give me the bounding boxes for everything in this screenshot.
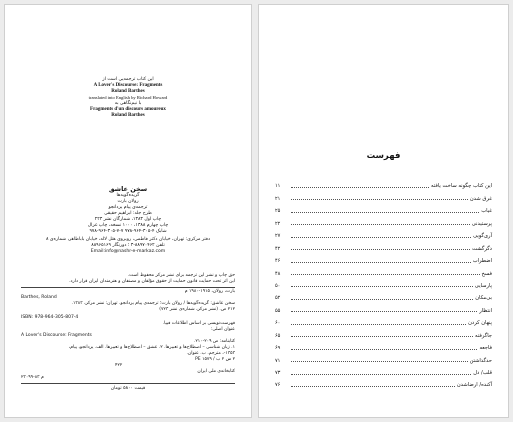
toc-leader-dots [291,386,455,387]
law-note: این اثر تحت حمایت قانون حمایت از حقوق مؤلفان و مصنفان و هنرمندان ایران قرار دارد. [69,279,235,284]
toc-entry-page: ۶۹ [275,345,281,352]
toc-entry [275,239,492,251]
copyright-page [4,4,252,418]
toc-leader-dots [291,349,477,350]
toc-entry [275,214,492,226]
translator-fa: ترجمه‌ی پیام یزدانجو [108,205,148,210]
toc-entry-title: فاجعه [479,345,492,352]
toc-entry [275,227,492,239]
toc-leader-dots [291,249,470,250]
catalog-isbn: ISBN: 978-964-305-807-4 [21,315,79,320]
contents-page [258,4,509,418]
catalog-line: م ۸۳-۲۳۰۹۹ [21,375,44,380]
publisher-phone: تلفن ۸۸۹۷۰۴۶۲-۳ ؛ دورنگار ۸۸۹۶۵۱۶۹ [91,243,165,248]
toc-entry-page: ۵۰ [275,282,281,289]
publisher-address: دفتر مرکزی: تهران، خیابان دکتر فاطمی، روبروی هتل لاله، خیابان باباطاهر، شماره‌ی ۸ [45,237,211,242]
catalog-line: کتابنامه: ص ۲۰۹-۲۱۰. [193,339,235,344]
divider [21,383,235,384]
toc-entry-title: پارسایی [474,282,492,289]
toc-entry-title: اضطراب [472,258,492,265]
toc-entry-title: آکنده/ ارضاشدن [456,382,492,389]
toc-leader-dots [291,237,471,238]
original-title: A Lover's Discourse: Fragments [93,83,163,88]
toc-leader-dots [291,324,466,325]
toc-entry-page: ۴۸ [275,270,281,277]
toc-leader-dots [291,361,468,362]
toc-entry [275,351,492,363]
toc-entry-page: ۷۳ [275,370,281,376]
toc-entry-title: بی‌مکان [475,295,492,302]
toc-leader-dots [291,374,471,375]
french-title: Fragments d'un discours amoureux [90,107,166,112]
toc-entry [275,376,492,388]
catalog-line: بارت، رولان، ۱۹۱۵-۱۹۸۰ م [184,289,235,294]
toc-leader-dots [291,336,473,337]
toc-leader-dots [291,224,470,225]
toc-leader-dots [291,187,429,188]
toc-entry-page: ۶۰ [275,320,281,327]
first-print: چاپ اول ۱۳۸۳، شمارگان نشر ۲۲۳ [94,217,162,222]
toc-entry [275,364,492,376]
toc-entry-title: قلب/ دل [473,370,492,376]
toc-entry [275,314,492,326]
toc-entry [275,252,492,264]
toc-entry-page: ۵۵ [275,307,281,314]
toc-entry [275,339,492,351]
toc-entry-title: فسخ [481,270,492,277]
french-author: Roland Barthes [111,113,145,118]
catalog-line: A Lover's Discourse: Fragments [21,333,92,338]
toc-entry-page: ۲۵ [275,208,281,215]
toc-entry [275,326,492,338]
catalog-line: ۱۳۵۳-، مترجم. ب. عنوان. [186,351,235,356]
toc-leader-dots [291,199,468,200]
catalog-line: فهرست‌نویسی بر اساس اطلاعات فیپا. [162,321,235,326]
original-author: Roland Barthes [111,89,145,94]
toc-entry [275,264,492,276]
toc-entry-page: ۷۶ [275,382,281,389]
toc-entry [275,177,492,189]
toc-entry-page: ۲۲ [275,220,281,227]
toc-entry [275,301,492,313]
toc-entry-page: ۷۱ [275,357,281,364]
toc-leader-dots [291,311,477,312]
cover-designer: طرح جلد: ابراهیم حقیقی [104,211,152,216]
toc-leader-dots [291,274,480,275]
catalog-line: عنوان اصلی: [210,327,235,332]
catalog-line: ۴۲۲ [115,363,123,368]
toc-entry [275,189,492,201]
series-note: این کتاب ترجمه‌یی است از [102,77,154,82]
divider [21,287,235,288]
price: قیمت ۵۸۰۰ تومان [110,386,146,391]
book-subtitle: گزیده‌گویه‌ها [116,193,140,198]
catalog-line: ۱. زبان شناسی – اصطلاح‌ها و تعبیرها. ۲. عشق – اصطلاح‌ها و تعبیرها. الف. یزدانجو، پیام، [68,345,235,350]
toc-entry-title: غیاب [481,208,492,215]
toc-entry-title: انتظار [479,307,492,314]
toc-entry-title: حدگذاشتن [469,357,492,364]
translator-line: translated into English by Richard Howard [88,95,168,100]
catalog-line: سخن عاشق: گزیده‌گویه‌ها / رولان بارت؛ ترجمه‌ی پیام یزدانجو. تهران: نشر مرکز، ۱۳۸۳. [71,301,235,306]
toc-entry-page: ۱۱ [275,183,281,190]
toc-entry-title: جاگرفته [475,332,492,339]
toc-entry-page: ۲۷ [275,233,281,240]
toc-entry [275,202,492,214]
author-fa: رولان بارت [117,199,139,204]
toc-leader-dots [291,212,479,213]
toc-entry-title: پرستیدنی [471,220,492,227]
toc-entry-page: ۲۱ [275,195,281,202]
toc-entry-page: ۴۶ [275,258,281,265]
also-from: با نیم‌نگاهی به [114,101,142,106]
toc-leader-dots [291,286,473,287]
toc-entry [275,277,492,289]
toc-title: فهرست [366,151,401,161]
toc-entry-title: پنهان کردن [468,320,492,327]
toc-leader-dots [291,262,471,263]
toc-leader-dots [291,299,473,300]
catalog-line: کتابخانه‌ی ملی ایران [197,369,235,374]
fourth-print: چاپ چهارم ۱۳۸۸، ۱۰۰۰ نسخه، چاپ غزال [87,223,169,228]
toc-entry [275,289,492,301]
toc-list [275,177,492,388]
publisher-email: Email:info@nashr-e-markaz.com [90,249,166,254]
toc-entry-page: ۴۲ [275,245,281,252]
toc-entry-title: آری‌گویی [473,233,492,240]
toc-entry-title: دگرگشت [472,245,492,252]
toc-entry-page: ۶۵ [275,332,281,339]
toc-entry-title: غرق شدن [469,195,492,202]
rights-note: حق چاپ و نشر این ترجمه برای نشر مرکز محفوظ است. [127,273,235,278]
catalog-line: ۲۱۲ ص. (نشر مرکز، شماره‌ی نشر ۷۲۳) [159,307,235,312]
catalog-line: Barthes, Roland [21,295,57,300]
book-title: سخن عاشق [108,185,148,193]
catalog-line: ۲ س ۲ ب / PE ۱۵۷۹ [195,357,235,362]
isbn-fa: شابک ۴-۳۰۵-۹۶۴-۹۷۸ ۷-۷-۳۰۵-۹۶۴-۹۷۸ [89,229,167,234]
toc-entry-title: این کتاب چگونه ساخت یافته [431,183,492,190]
toc-entry-page: ۵۲ [275,295,281,302]
